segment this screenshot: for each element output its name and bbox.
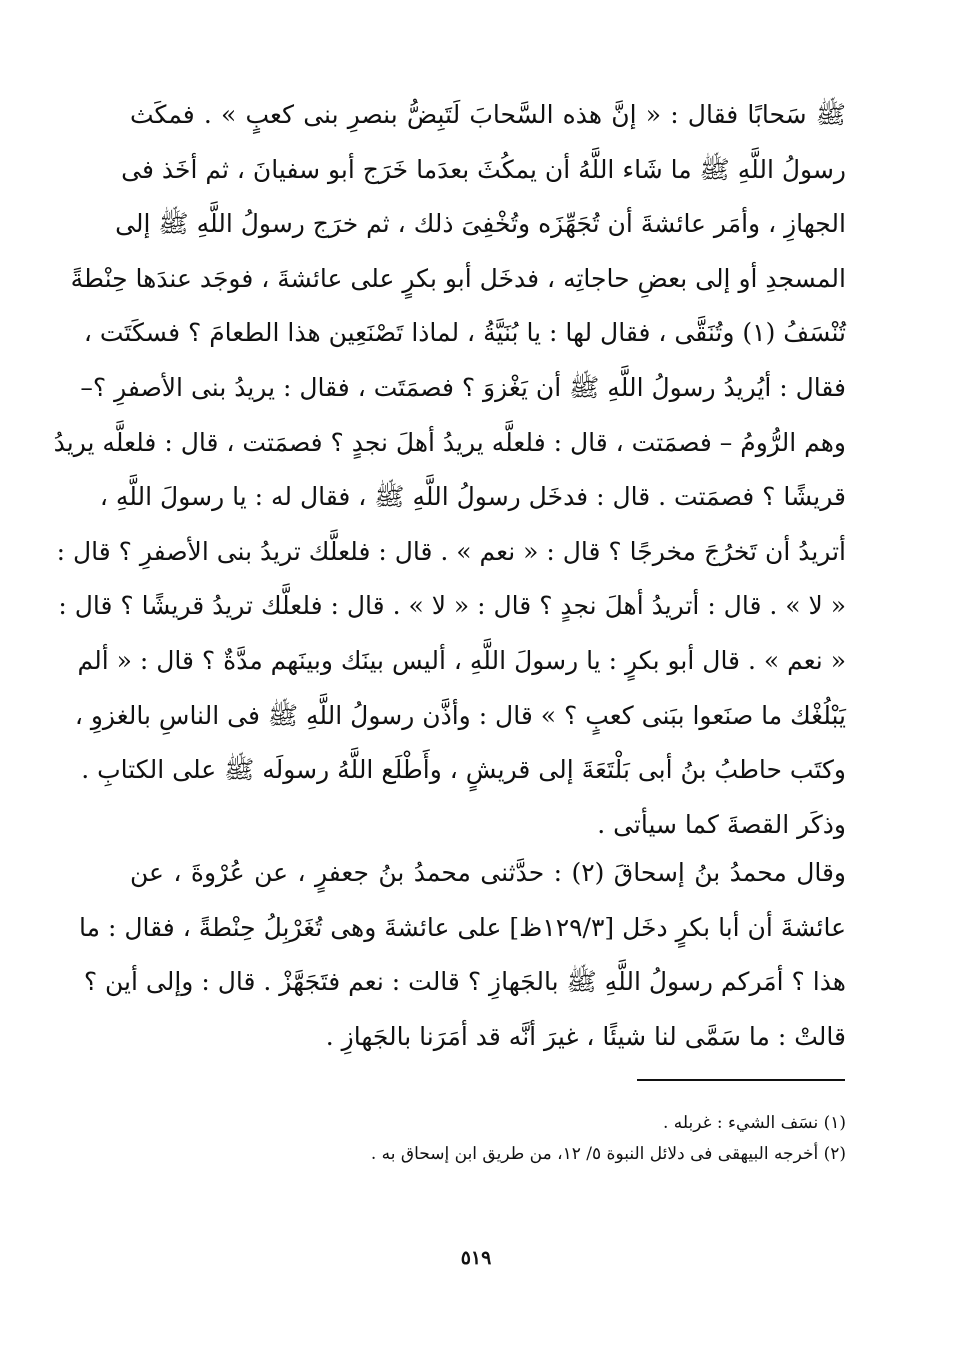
text-line: أتريدُ أن تَخرُجَ مخرجًا ؟ قال : « نعم » . قال : فلعلَّك تريدُ بنى الأصفرِ ؟ قال : (56, 536, 846, 566)
text-line: وكتَب حاطبُ بنُ أبى بَلْتَعَةَ إلى قريشٍ ، وأَطْلَع اللَّهُ رسولَه ﷺ على الكتابِ . (81, 755, 846, 785)
text-line: قريشًا ؟ فصمَتت . قال : فدخَل رسولُ اللَّهِ ﷺ ، فقال له : يا رسولَ اللَّهِ ، (99, 482, 846, 512)
second-paragraph (79, 846, 846, 1064)
text-line: الجهازِ ، وأمَر عائشةَ أن تُجَهِّزَه وتُخْفِىَ ذلك ، ثم خرَج رسولُ اللَّهِ ﷺ إلى (115, 209, 846, 239)
text-line: فقال : أيُريدُ رسولُ اللَّهِ ﷺ أن يَغْزوَ ؟ فصمَتَت ، فقال : يريدُ بنى الأصفرِ ؟– (80, 372, 846, 402)
text-line: قالتْ : ما سَمَّى لنا شيئًا ، غيرَ أنَّه قد أمَرَنا بالجَهازِ . (325, 1021, 846, 1051)
footnote-separator (637, 1079, 845, 1081)
text-line: تُنْسَفُ (١) وتُنَقَّى ، فقال لها : يا بُنَيَّةُ ، لماذا تَصْنَعِين هذا الطعامَ ؟ فسكَتَت ، (83, 318, 846, 348)
text-line: يَبْلُغْك ما صنَعوا ببَنى كعبٍ ؟ » قال : وأذَّن رسولُ اللَّهِ ﷺ فى الناسِ بالغزوِ ، (74, 700, 846, 730)
text-line: وقال محمدُ بنُ إسحاقَ (٢) : حدَّثنى محمدُ بنُ جعفرٍ ، عن عُرْوةَ ، عن (130, 858, 846, 887)
footnotes (300, 1108, 846, 1170)
main-paragraph (53, 88, 846, 852)
footnote: (١) نسَف الشيء : غربله . (662, 1113, 846, 1133)
text-line: « نعم » . قال أبو بكرٍ : يا رسولَ اللَّهِ ، أليس بينَك وبينَهم مدَّةٌ ؟ قال : « ألم (77, 645, 846, 675)
text-line: المسجدِ أو إلى بعضِ حاجاتِه ، فدخَل أبو بكرٍ على عائشةَ ، فوجَد عندَها حِنْطةً (70, 263, 846, 293)
footnote: (٢) أخرجه البيهقى فى دلائل النبوة ٥/ ١٢، من طريق ابن إسحاق به . (370, 1144, 846, 1164)
page-number: ٥١٩ (460, 1247, 492, 1269)
text-line: رسولُ اللَّهِ ﷺ ما شَاء اللَّهُ أن يمكُثَ بعدَما خَرَج أبو سفيانَ ، ثم أخَذ فى (121, 154, 846, 184)
text-line: « لا » . قال : أتريدُ أهلَ نجدٍ ؟ قال : « لا » . قال : فلعلَّك تريدُ قريشًا ؟ قال : (58, 591, 846, 621)
text-line: وهم الرُّومُ – فصمَتت ، قال : فلعلَّه يريدُ أهلَ نجدٍ ؟ فصمَتت ، قال : فلعلَّه يريدُ (53, 427, 846, 457)
text-line: هذا ؟ أمَركم رسولُ اللَّهِ ﷺ بالجَهازِ ؟ قالت : نعم فتَجَهَّزْ . قال : وإلى أين ؟ (83, 967, 846, 997)
text-line: وذكَر القصةَ كما سيأتى . (597, 809, 846, 839)
text-line: عائشةَ أن أبا بكرٍ دخَل [١٢٩/٣ظ] على عائشةَ وهى تُغَرْبِلُ حِنْطةً ، فقال : ما (79, 912, 846, 942)
text-line: ﷺ سَحابًا فقال : « إنَّ هذه السَّحابَ لَتَبِضُّ بنصرِ بنى كعبٍ » . فمكَث (130, 100, 846, 129)
